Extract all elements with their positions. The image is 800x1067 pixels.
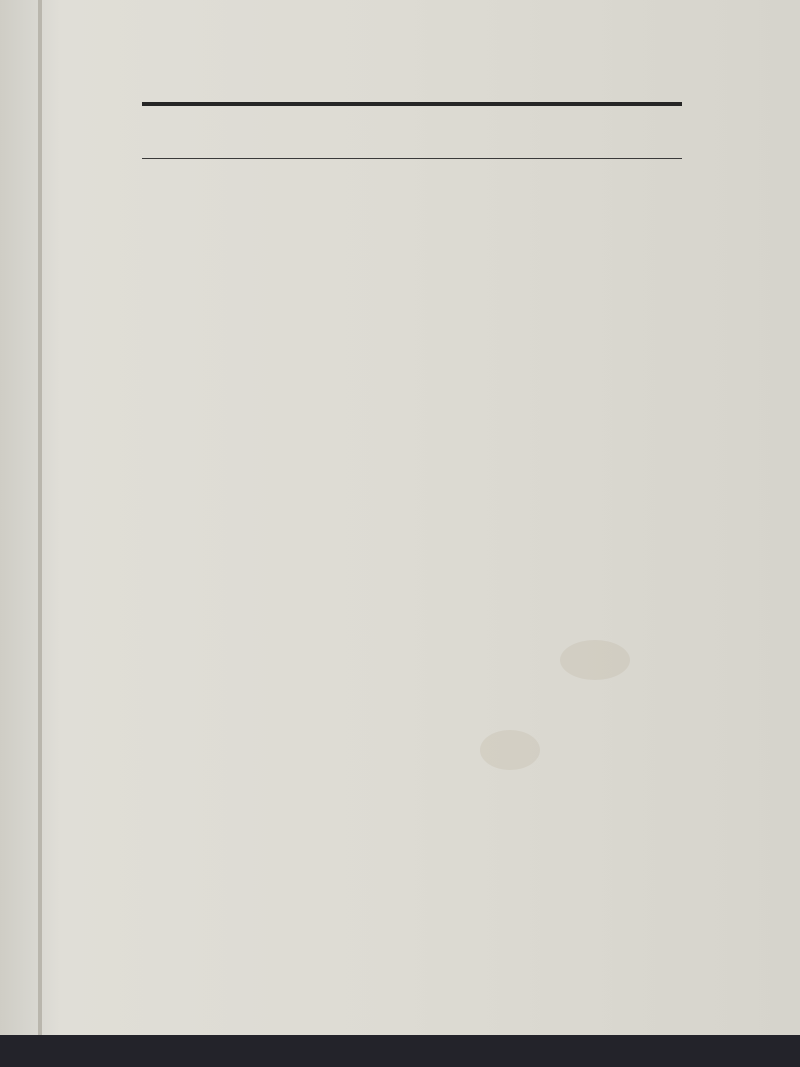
heading-rule [142,158,682,159]
paper-stain [560,640,630,680]
book-cover-edge [0,1035,800,1067]
page-gutter-edge [38,0,42,1040]
top-rule [142,102,682,106]
paper-stain [480,730,540,770]
